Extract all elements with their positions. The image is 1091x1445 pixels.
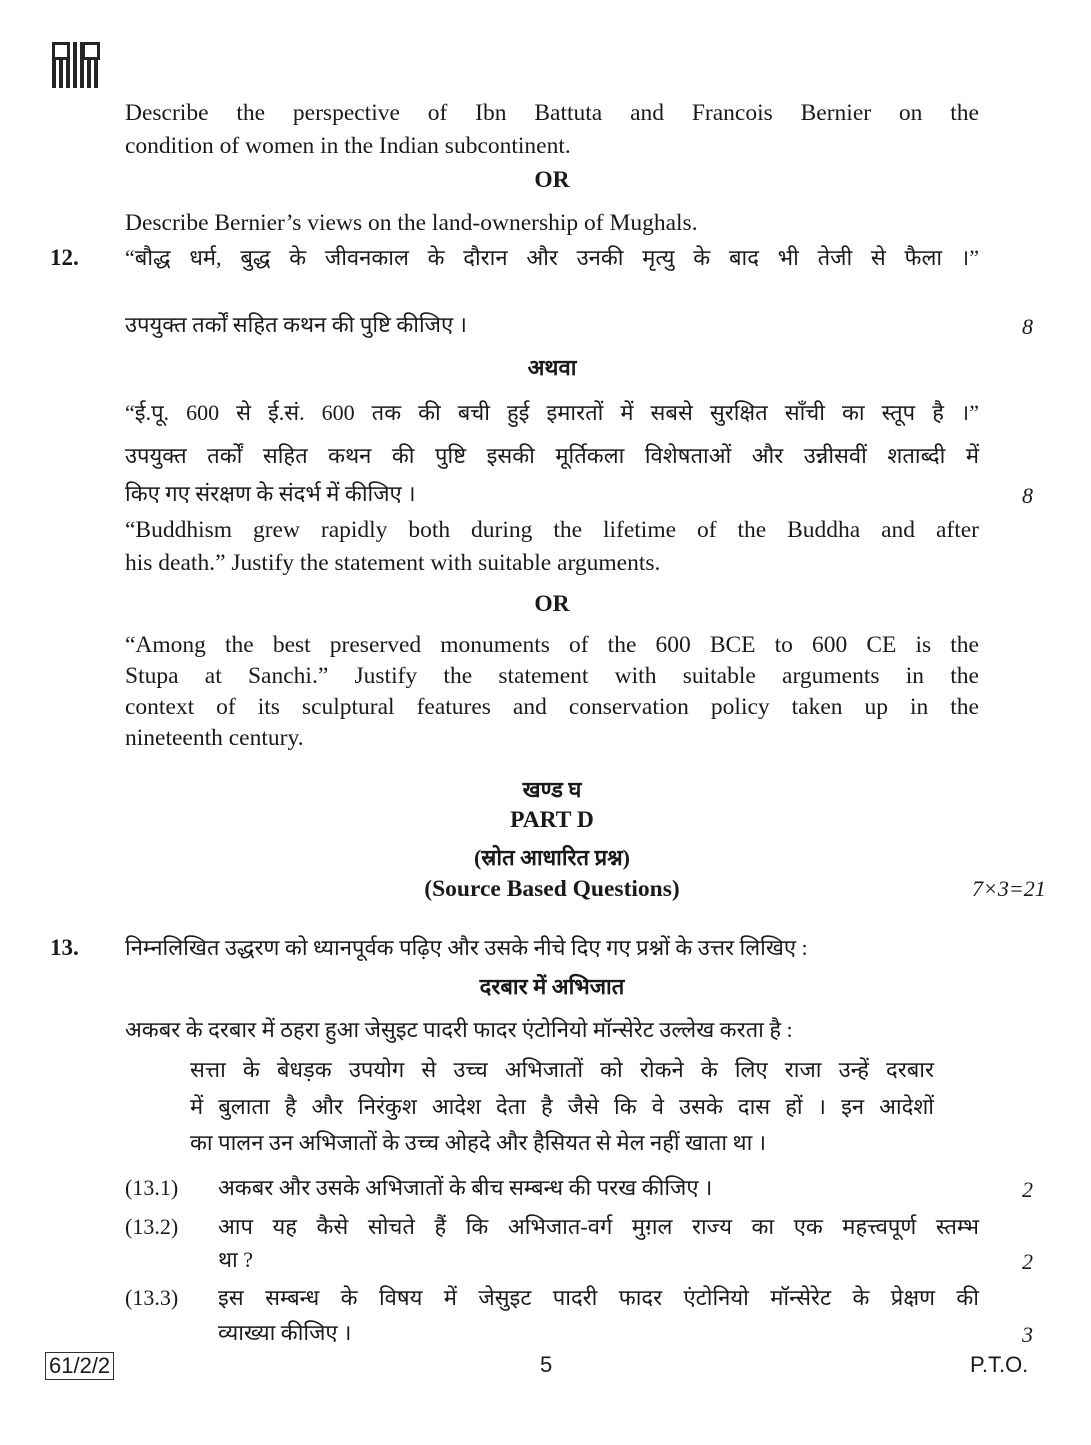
q12-marks: 8 — [1022, 314, 1033, 339]
q13-1-number: (13.1) — [125, 1175, 179, 1200]
q12-hindi-alt-line: “ई.पू. 600 से ई.सं. 600 तक की बची हुई इमारतों में सबसे सुरक्षित साँची का स्तूप है ।” — [125, 400, 979, 425]
q12-english-line: “Buddhism grew rapidly both during the lifetime of the Buddha and after — [125, 517, 979, 543]
q11-or: OR — [534, 167, 570, 193]
q12-english-alt-line: “Among the best preserved monuments of the 600 BCE to 600 CE is the — [125, 632, 979, 658]
q12-hindi-alt-line: किए गए संरक्षण के संदर्भ में कीजिए । — [125, 481, 416, 506]
q13-quote-line: का पालन उन अभिजातों के उच्च ओहदे और हैसियत से मेल नहीं खाता था । — [190, 1130, 767, 1155]
q12-number: 12. — [50, 245, 79, 270]
q13-quote-line: सत्ता के बेधड़क उपयोग से उच्च अभिजातों को रोकने के लिए राजा उन्हें दरबार — [190, 1057, 934, 1082]
q13-2-number: (13.2) — [125, 1214, 179, 1239]
part-d-hindi-subtitle: (स्रोत आधारित प्रश्न) — [473, 845, 630, 870]
q13-2-marks: 2 — [1022, 1249, 1033, 1274]
q13-3-text: इस सम्बन्ध के विषय में जेसुइट पादरी फादर एंटोनियो मॉन्सेरेट के प्रेक्षण की — [218, 1285, 979, 1310]
q13-instruction: निम्नलिखित उद्धरण को ध्यानपूर्वक पढ़िए और उसके नीचे दिए गए प्रश्नों के उत्तर लिखिए : — [125, 935, 808, 960]
q12-english-alt-line: context of its sculptural features and conservation policy taken up in the — [125, 694, 979, 720]
q13-3-number: (13.3) — [125, 1285, 179, 1310]
page-number: 5 — [540, 1352, 553, 1377]
part-d-title: PART D — [510, 807, 594, 833]
q12-english-line: his death.” Justify the statement with suitable arguments. — [125, 550, 661, 576]
q13-intro: अकबर के दरबार में ठहरा हुआ जेसुइट पादरी फादर एंटोनियो मॉन्सेरेट उल्लेख करता है : — [125, 1017, 793, 1042]
q11-line: Describe the perspective of Ibn Battuta and Francois Bernier on the — [125, 100, 979, 126]
part-d-subtitle: (Source Based Questions) — [424, 876, 680, 902]
q12-alt-marks: 8 — [1022, 483, 1033, 508]
q12-english-alt-line: Stupa at Sanchi.” Justify the statement with suitable arguments in the — [125, 663, 979, 689]
q13-1-text: अकबर और उसके अभिजातों के बीच सम्बन्ध की परख कीजिए । — [218, 1175, 713, 1200]
q11-line: condition of women in the Indian subcontinent. — [125, 133, 571, 159]
q13-quote-line: में बुलाता है और निरंकुश आदेश देता है जैसे कि वे उसके दास हों । इन आदेशों — [190, 1094, 934, 1119]
q12-english-alt-line: nineteenth century. — [125, 725, 304, 751]
q13-2-text: आप यह कैसे सोचते हैं कि अभिजात-वर्ग मुग़ल राज्य का एक महत्त्वपूर्ण स्तम्भ — [218, 1214, 979, 1239]
q13-3-marks: 3 — [1022, 1322, 1033, 1347]
q13-1-marks: 2 — [1022, 1177, 1033, 1202]
q11-alt: Describe Bernier’s views on the land-ownership of Mughals. — [125, 210, 698, 236]
q13-3-text: व्याख्या कीजिए । — [218, 1320, 352, 1345]
paper-code: 61/2/2 — [45, 1352, 114, 1380]
q12-athva: अथवा — [527, 355, 577, 380]
q13-heading: दरबार में अभिजात — [479, 974, 625, 999]
q13-2-text: था ? — [218, 1247, 254, 1272]
q13-number: 13. — [50, 935, 79, 960]
q12-hindi-line: उपयुक्त तर्कों सहित कथन की पुष्टि कीजिए । — [125, 312, 467, 337]
q12-hindi-alt-line: उपयुक्त तर्कों सहित कथन की पुष्टि इसकी मूर्तिकला विशेषताओं और उन्नीसवीं शताब्दी में — [125, 443, 979, 468]
part-d-hindi-title: खण्ड घ — [522, 777, 582, 802]
q12-or: OR — [534, 591, 570, 617]
pto-label: P.T.O. — [970, 1352, 1029, 1377]
qr-code-icon — [52, 42, 100, 88]
part-d-marks: 7×3=21 — [972, 876, 1046, 901]
q12-hindi-line: “बौद्ध धर्म, बुद्ध के जीवनकाल के दौरान और उनकी मृत्यु के बाद भी तेजी से फैला ।” — [125, 245, 979, 270]
